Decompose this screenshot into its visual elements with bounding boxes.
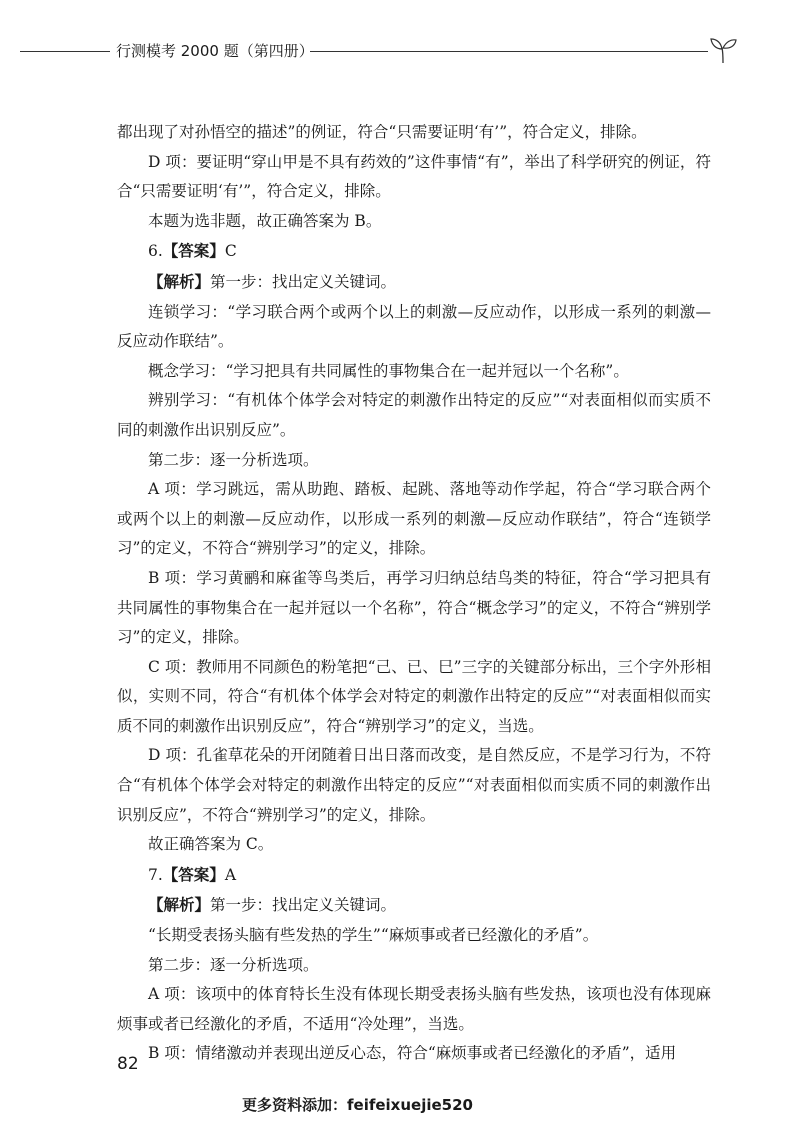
paragraph [117, 446, 711, 476]
section-label: 【答案】 [162, 864, 225, 884]
section-label: 【答案】 [162, 241, 225, 261]
paragraph-text: C 项：教师用不同颜色的粉笔把“己、已、巳”三字的关键部分标出，三个字外形相似，实则不同，符合“有机体个体学会对特定的刺激作出特定的反应”“对表面相似而实质不同的刺激作出识别反应”，符合“辨别学习”的定义，当选。 [117, 657, 711, 735]
paragraph [117, 653, 711, 742]
paragraph-text: 辨别学习：“有机体个体学会对特定的刺激作出特定的反应”“对表面相似而实质不同的刺激作出识别反应”。 [117, 391, 711, 439]
paragraph [117, 951, 711, 981]
page-body [117, 118, 711, 1069]
paragraph-text: “长期受表扬头脑有些发热的学生”“麻烦事或者已经激化的矛盾”。 [148, 926, 599, 945]
paragraph [117, 921, 711, 951]
paragraph [117, 267, 711, 298]
paragraph [117, 298, 711, 357]
paragraph-text: B 项：情绪激动并表现出逆反心态，符合“麻烦事或者已经激化的矛盾”，适用 [148, 1044, 677, 1063]
paragraph [117, 118, 711, 148]
paragraph [117, 386, 711, 445]
paragraph-text: 故正确答案为 C。 [148, 835, 274, 854]
paragraph-text: 第二步：逐一分析选项。 [148, 955, 319, 974]
paragraph-text: A 项：该项中的体育特长生没有体现长期受表扬头脑有些发热，该项也没有体现麻烦事或者已经激化的矛盾，不适用“冷处理”，当选。 [117, 985, 711, 1033]
paragraph [117, 475, 711, 564]
section-label: 【解析】 [148, 895, 211, 915]
footer-note: 更多资料添加：feifeixuejie520 [242, 1096, 473, 1114]
paragraph-text: D 项：孔雀草花朵的开闭随着日出日落而改变，是自然反应，不是学习行为，不符合“有机体个体学会对特定的刺激作出特定的反应”“对表面相似而实质不同的刺激作出识别反应”，不符合“辨别学习”的定义，排除。 [117, 746, 711, 824]
paragraph-text: C [224, 242, 237, 261]
paragraph [117, 830, 711, 860]
paragraph [117, 207, 711, 237]
paragraph [117, 236, 711, 267]
paragraph-text: D 项：要证明“穿山甲是不具有药效的”这件事情“有”，举出了科学研究的例证，符合“只需要证明‘有’”，符合定义，排除。 [117, 152, 711, 201]
paragraph-text: 本题为选非题，故正确答案为 B。 [148, 211, 382, 230]
paragraph [117, 890, 711, 921]
paragraph-text: 第一步：找出定义关键词。 [210, 272, 397, 291]
paragraph-text: 第二步：逐一分析选项。 [148, 450, 319, 469]
header-rule-left [20, 51, 110, 52]
paragraph-text: 概念学习：“学习把具有共同属性的事物集合在一起并冠以一个名称”。 [148, 361, 629, 380]
paragraph [117, 148, 711, 207]
header-rule-right [310, 51, 708, 52]
paragraph [117, 564, 711, 653]
paragraph-text: A 项：学习跳远，需从助跑、踏板、起跳、落地等动作学起，符合“学习联合两个或两个以上的刺激—反应动作，以形成一系列的刺激—反应动作联结”，符合“连锁学习”的定义，不符合“辨别学习”的定义，排除。 [117, 480, 711, 558]
paragraph-text: 第一步：找出定义关键词。 [210, 896, 397, 915]
paragraph [117, 357, 711, 387]
paragraph-text: A [224, 865, 237, 884]
paragraph [117, 741, 711, 830]
section-label: 【解析】 [148, 271, 211, 291]
page-number: 82 [117, 1054, 139, 1074]
header-title: 行测模考 2000 题（第四册） [116, 42, 314, 60]
question-number: 6. [148, 242, 163, 261]
paragraph [117, 980, 711, 1039]
sprout-icon [708, 36, 738, 64]
paragraph [117, 1039, 711, 1069]
paragraph-text: B 项：学习黄鹂和麻雀等鸟类后，再学习归纳总结鸟类的特征，符合“学习把具有共同属性的事物集合在一起并冠以一个名称”，符合“概念学习”的定义，不符合“辨别学习”的定义，排除。 [117, 568, 711, 647]
paragraph-text: 连锁学习：“学习联合两个或两个以上的刺激—反应动作，以形成一系列的刺激—反应动作联结”。 [117, 302, 711, 351]
paragraph-text: 都出现了对孙悟空的描述”的例证，符合“只需要证明‘有’”，符合定义，排除。 [117, 123, 647, 141]
paragraph [117, 860, 711, 891]
question-number: 7. [148, 865, 163, 884]
running-header [20, 38, 760, 64]
